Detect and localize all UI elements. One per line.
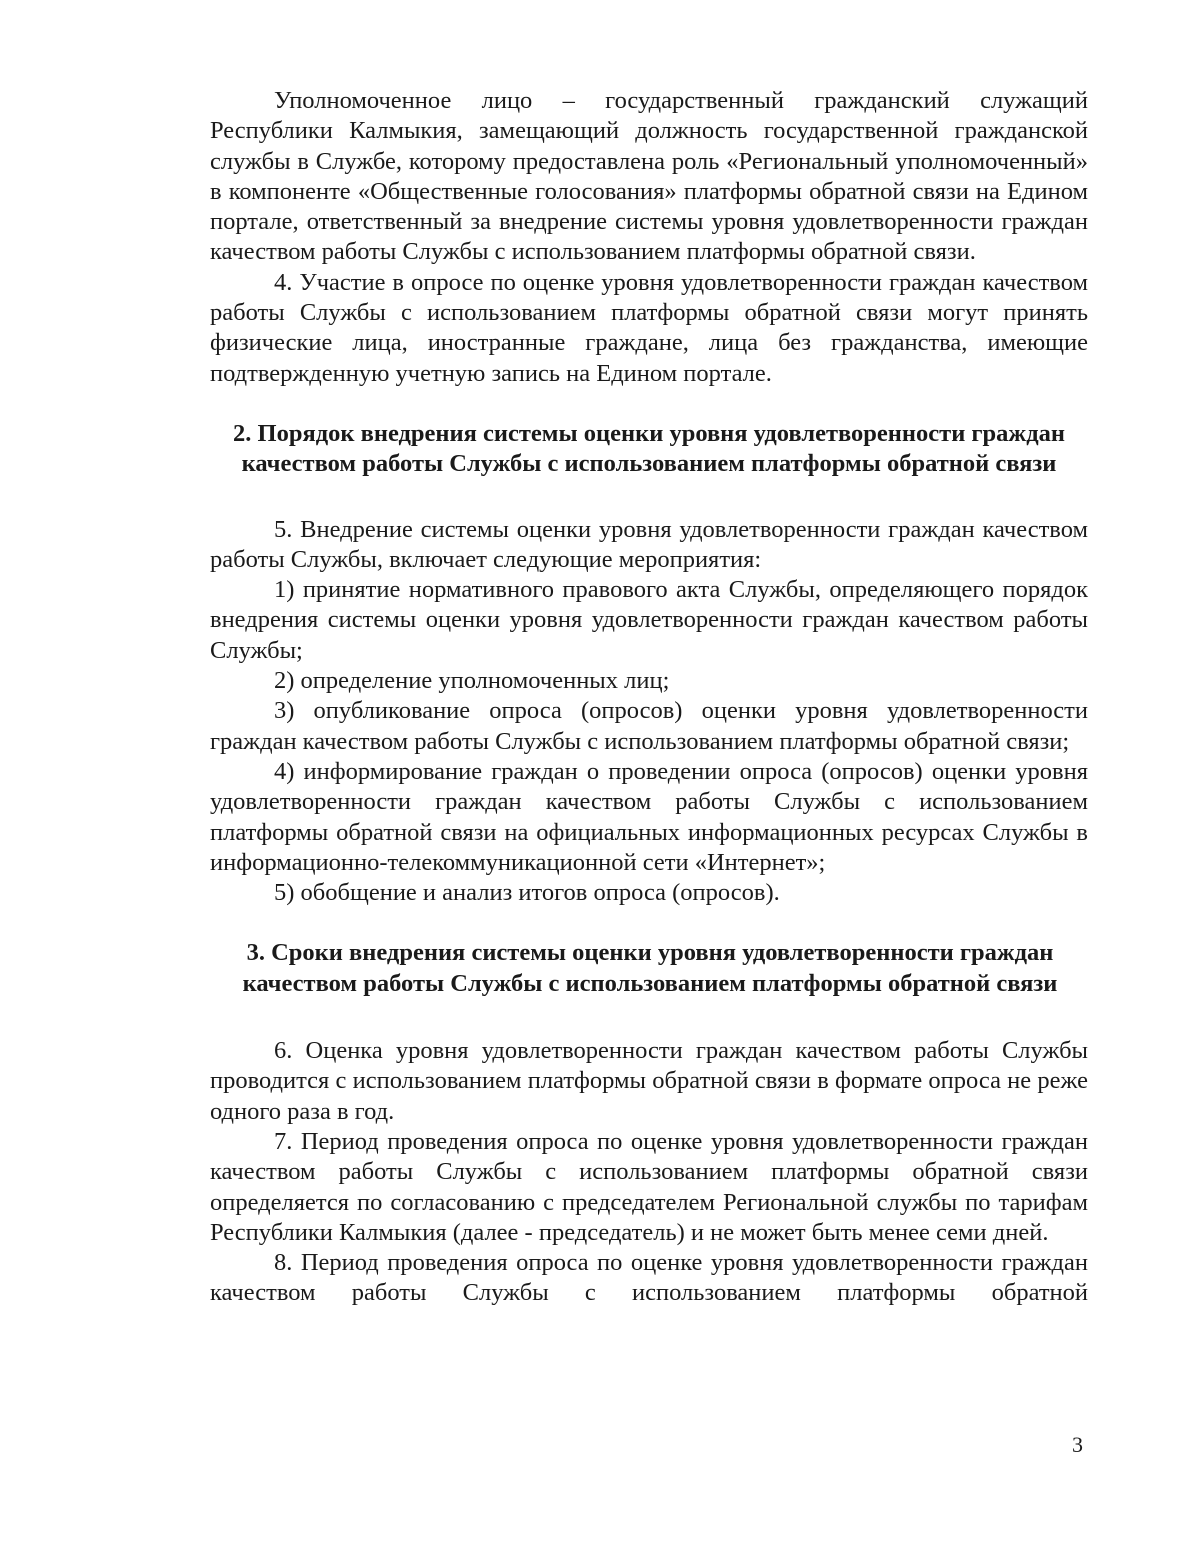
list-item-1: 1) принятие нормативного правового акта Службы, определяющего порядок внедрения системы оценки уровня удовлетворенности граждан качеством работы Службы; (210, 576, 1088, 664)
paragraph-8: 8. Период проведения опроса по оценке уровня удовлетворенности граждан качеством работы Службы с использованием платформы обратной (210, 1249, 1088, 1307)
list-item-2: 2) определение уполномоченных лиц; (274, 667, 670, 695)
list-item-5: 5) обобщение и анализ итогов опроса (опросов). (274, 879, 780, 907)
paragraph-4: 4. Участие в опросе по оценке уровня удовлетворенности граждан качеством работы Службы с использованием платформы обратной связи могут принять физические лица, иностранные граждане, лица без гражданства, имеющие подтвержденную учетную запись на Едином портале. (210, 268, 1088, 387)
list-item-3: 3) опубликование опроса (опросов) оценки уровня удовлетворенности граждан качеством работы Службы с использованием платформы обратной связи; (210, 697, 1088, 755)
section-3-heading: 3. Сроки внедрения системы оценки уровня удовлетворенности граждан качеством работы Службы с использованием платформы обратной связи (242, 939, 1058, 997)
paragraph-7: 7. Период проведения опроса по оценке уровня удовлетворенности граждан качеством работы Службы с использованием платформы обратной связи определяется по согласованию с председателем Региональной службы по тарифам Республики Калмыкия (далее - председатель) и не может быть менее семи дней. (210, 1127, 1088, 1246)
document-page (210, 86, 1088, 1309)
paragraph-5: 5. Внедрение системы оценки уровня удовлетворенности граждан качеством работы Службы, включает следующие мероприятия: (210, 515, 1088, 573)
page-number: 3 (1072, 1432, 1083, 1457)
section-2-heading: 2. Порядок внедрения системы оценки уровня удовлетворенности граждан качеством работы Службы с использованием платформы обратной связи (233, 419, 1065, 478)
list-item-4: 4) информирование граждан о проведении опроса (опросов) оценки уровня удовлетворенности граждан качеством работы Службы с использованием платформы обратной связи на официальных информационных ресурсах Службы в информационно-телекоммуникационной сети «Интернет»; (210, 757, 1088, 876)
intro-paragraph-authorized-person: Уполномоченное лицо – государственный гражданский служащий Республики Калмыкия, замещающий должность государственной гражданской службы в Службе, которому предоставлена роль «Региональный уполномоченный» в компоненте «Общественные голосования» платформы обратной связи на Едином портале, ответственный за внедрение системы уровня удовлетворенности граждан качеством работы Службы с использованием платформы обратной связи. (210, 87, 1088, 266)
paragraph-6: 6. Оценка уровня удовлетворенности граждан качеством работы Службы проводится с использованием платформы обратной связи в формате опроса не реже одного раза в год. (210, 1037, 1088, 1125)
